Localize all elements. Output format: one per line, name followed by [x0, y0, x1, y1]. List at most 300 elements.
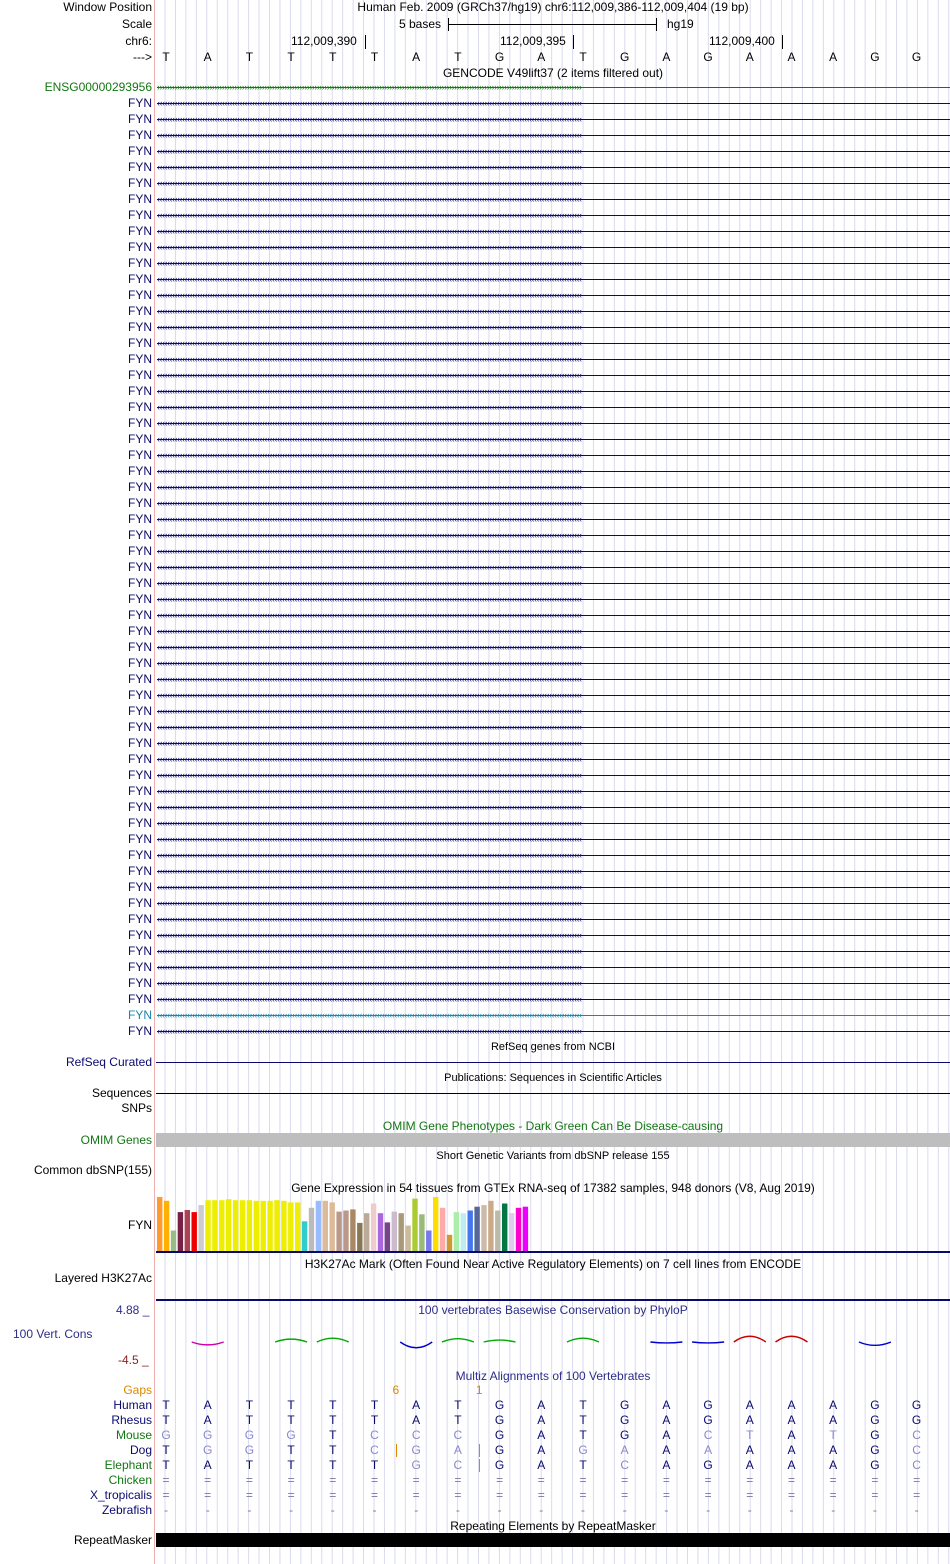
gene-label[interactable]: FYN [128, 256, 152, 270]
strand-arrows: ‹‹‹‹‹‹‹‹‹‹‹‹‹‹‹‹‹‹‹‹‹‹‹‹‹‹‹‹‹‹‹‹‹‹‹‹‹‹‹‹‹‹‹‹‹‹‹‹‹‹‹‹‹‹‹‹‹‹‹‹‹‹‹‹‹‹‹‹‹‹‹‹‹‹‹‹‹‹‹‹‹‹‹‹‹‹‹‹‹‹‹‹‹‹‹‹‹‹‹‹‹‹‹‹‹‹‹‹‹‹‹‹‹‹‹‹‹‹‹‹‹‹‹‹‹‹‹‹‹‹‹‹‹‹‹‹‹‹‹‹‹‹‹‹‹‹‹‹‹‹‹‹‹‹‹‹‹‹‹‹‹‹‹‹‹‹‹‹‹‹ [157, 210, 582, 220]
aligned-base: = [913, 1473, 921, 1487]
aligned-base: = [287, 1488, 295, 1502]
assembly-position-text: Human Feb. 2009 (GRCh37/hg19) chr6:112,009,386-112,009,404 (19 bp) [357, 0, 749, 14]
aligned-base: = [287, 1473, 295, 1487]
gene-label[interactable]: FYN [128, 192, 152, 206]
strand-arrows: ‹‹‹‹‹‹‹‹‹‹‹‹‹‹‹‹‹‹‹‹‹‹‹‹‹‹‹‹‹‹‹‹‹‹‹‹‹‹‹‹‹‹‹‹‹‹‹‹‹‹‹‹‹‹‹‹‹‹‹‹‹‹‹‹‹‹‹‹‹‹‹‹‹‹‹‹‹‹‹‹‹‹‹‹‹‹‹‹‹‹‹‹‹‹‹‹‹‹‹‹‹‹‹‹‹‹‹‹‹‹‹‹‹‹‹‹‹‹‹‹‹‹‹‹‹‹‹‹‹‹‹‹‹‹‹‹‹‹‹‹‹‹‹‹‹‹‹‹‹‹‹‹‹‹‹‹‹‹‹‹‹‹‹‹‹‹‹‹‹‹ [157, 498, 582, 508]
gene-label[interactable]: FYN [128, 640, 152, 654]
strand-arrows: ‹‹‹‹‹‹‹‹‹‹‹‹‹‹‹‹‹‹‹‹‹‹‹‹‹‹‹‹‹‹‹‹‹‹‹‹‹‹‹‹‹‹‹‹‹‹‹‹‹‹‹‹‹‹‹‹‹‹‹‹‹‹‹‹‹‹‹‹‹‹‹‹‹‹‹‹‹‹‹‹‹‹‹‹‹‹‹‹‹‹‹‹‹‹‹‹‹‹‹‹‹‹‹‹‹‹‹‹‹‹‹‹‹‹‹‹‹‹‹‹‹‹‹‹‹‹‹‹‹‹‹‹‹‹‹‹‹‹‹‹‹‹‹‹‹‹‹‹‹‹‹‹‹‹‹‹‹‹‹‹‹‹‹‹‹‹‹‹‹‹ [157, 866, 582, 876]
label-panel-divider [154, 0, 155, 1564]
sequence-base: T [370, 50, 379, 64]
phylop-score-mark[interactable] [400, 1342, 432, 1348]
aligned-base: T [370, 1413, 379, 1427]
strand-arrows: ‹‹‹‹‹‹‹‹‹‹‹‹‹‹‹‹‹‹‹‹‹‹‹‹‹‹‹‹‹‹‹‹‹‹‹‹‹‹‹‹‹‹‹‹‹‹‹‹‹‹‹‹‹‹‹‹‹‹‹‹‹‹‹‹‹‹‹‹‹‹‹‹‹‹‹‹‹‹‹‹‹‹‹‹‹‹‹‹‹‹‹‹‹‹‹‹‹‹‹‹‹‹‹‹‹‹‹‹‹‹‹‹‹‹‹‹‹‹‹‹‹‹‹‹‹‹‹‹‹‹‹‹‹‹‹‹‹‹‹‹‹‹‹‹‹‹‹‹‹‹‹‹‹‹‹‹‹‹‹‹‹‹‹‹‹‹‹‹‹‹ [157, 434, 582, 444]
species-label[interactable]: Chicken [108, 1473, 152, 1487]
strand-arrows: ‹‹‹‹‹‹‹‹‹‹‹‹‹‹‹‹‹‹‹‹‹‹‹‹‹‹‹‹‹‹‹‹‹‹‹‹‹‹‹‹‹‹‹‹‹‹‹‹‹‹‹‹‹‹‹‹‹‹‹‹‹‹‹‹‹‹‹‹‹‹‹‹‹‹‹‹‹‹‹‹‹‹‹‹‹‹‹‹‹‹‹‹‹‹‹‹‹‹‹‹‹‹‹‹‹‹‹‹‹‹‹‹‹‹‹‹‹‹‹‹‹‹‹‹‹‹‹‹‹‹‹‹‹‹‹‹‹‹‹‹‹‹‹‹‹‹‹‹‹‹‹‹‹‹‹‹‹‹‹‹‹‹‹‹‹‹‹‹‹‹ [157, 882, 582, 892]
sequence-base: A [537, 50, 546, 64]
h3k27ac-track-title: H3K27Ac Mark (Often Found Near Active Regulatory Elements) on 7 cell lines from ENCODE [304, 1257, 802, 1271]
aligned-base: T [746, 1428, 754, 1442]
strand-arrows: ‹‹‹‹‹‹‹‹‹‹‹‹‹‹‹‹‹‹‹‹‹‹‹‹‹‹‹‹‹‹‹‹‹‹‹‹‹‹‹‹‹‹‹‹‹‹‹‹‹‹‹‹‹‹‹‹‹‹‹‹‹‹‹‹‹‹‹‹‹‹‹‹‹‹‹‹‹‹‹‹‹‹‹‹‹‹‹‹‹‹‹‹‹‹‹‹‹‹‹‹‹‹‹‹‹‹‹‹‹‹‹‹‹‹‹‹‹‹‹‹‹‹‹‹‹‹‹‹‹‹‹‹‹‹‹‹‹‹‹‹‹‹‹‹‹‹‹‹‹‹‹‹‹‹‹‹‹‹‹‹‹‹‹‹‹‹‹‹‹‹ [157, 770, 582, 780]
aligned-base: A [745, 1443, 754, 1457]
aligned-base: - [497, 1503, 502, 1517]
aligned-base: = [871, 1488, 879, 1502]
aligned-base: A [203, 1458, 212, 1472]
aligned-base: - [831, 1503, 836, 1517]
aligned-base: A [662, 1398, 671, 1412]
strand-arrows: ‹‹‹‹‹‹‹‹‹‹‹‹‹‹‹‹‹‹‹‹‹‹‹‹‹‹‹‹‹‹‹‹‹‹‹‹‹‹‹‹‹‹‹‹‹‹‹‹‹‹‹‹‹‹‹‹‹‹‹‹‹‹‹‹‹‹‹‹‹‹‹‹‹‹‹‹‹‹‹‹‹‹‹‹‹‹‹‹‹‹‹‹‹‹‹‹‹‹‹‹‹‹‹‹‹‹‹‹‹‹‹‹‹‹‹‹‹‹‹‹‹‹‹‹‹‹‹‹‹‹‹‹‹‹‹‹‹‹‹‹‹‹‹‹‹‹‹‹‹‹‹‹‹‹‹‹‹‹‹‹‹‹‹‹‹‹‹‹‹‹ [157, 114, 582, 124]
sequence-base: T [454, 50, 462, 64]
gene-label[interactable]: FYN [128, 592, 152, 606]
aligned-base: = [704, 1473, 712, 1487]
gene-label[interactable]: FYN [128, 544, 152, 558]
gene-label[interactable]: FYN [128, 688, 152, 702]
strand-arrows: ‹‹‹‹‹‹‹‹‹‹‹‹‹‹‹‹‹‹‹‹‹‹‹‹‹‹‹‹‹‹‹‹‹‹‹‹‹‹‹‹‹‹‹‹‹‹‹‹‹‹‹‹‹‹‹‹‹‹‹‹‹‹‹‹‹‹‹‹‹‹‹‹‹‹‹‹‹‹‹‹‹‹‹‹‹‹‹‹‹‹‹‹‹‹‹‹‹‹‹‹‹‹‹‹‹‹‹‹‹‹‹‹‹‹‹‹‹‹‹‹‹‹‹‹‹‹‹‹‹‹‹‹‹‹‹‹‹‹‹‹‹‹‹‹‹‹‹‹‹‹‹‹‹‹‹‹‹‹‹‹‹‹‹‹‹‹‹‹‹‹ [157, 130, 582, 140]
aligned-base: T [162, 1398, 170, 1412]
species-label[interactable]: Dog [129, 1443, 152, 1457]
strand-arrows: ‹‹‹‹‹‹‹‹‹‹‹‹‹‹‹‹‹‹‹‹‹‹‹‹‹‹‹‹‹‹‹‹‹‹‹‹‹‹‹‹‹‹‹‹‹‹‹‹‹‹‹‹‹‹‹‹‹‹‹‹‹‹‹‹‹‹‹‹‹‹‹‹‹‹‹‹‹‹‹‹‹‹‹‹‹‹‹‹‹‹‹‹‹‹‹‹‹‹‹‹‹‹‹‹‹‹‹‹‹‹‹‹‹‹‹‹‹‹‹‹‹‹‹‹‹‹‹‹‹‹‹‹‹‹‹‹‹‹‹‹‹‹‹‹‹‹‹‹‹‹‹‹‹‹‹‹‹‹‹‹‹‹‹‹‹‹‹‹‹‹ [157, 466, 582, 476]
aligned-base: G [703, 1458, 713, 1472]
strand-arrows: ‹‹‹‹‹‹‹‹‹‹‹‹‹‹‹‹‹‹‹‹‹‹‹‹‹‹‹‹‹‹‹‹‹‹‹‹‹‹‹‹‹‹‹‹‹‹‹‹‹‹‹‹‹‹‹‹‹‹‹‹‹‹‹‹‹‹‹‹‹‹‹‹‹‹‹‹‹‹‹‹‹‹‹‹‹‹‹‹‹‹‹‹‹‹‹‹‹‹‹‹‹‹‹‹‹‹‹‹‹‹‹‹‹‹‹‹‹‹‹‹‹‹‹‹‹‹‹‹‹‹‹‹‹‹‹‹‹‹‹‹‹‹‹‹‹‹‹‹‹‹‹‹‹‹‹‹‹‹‹‹‹‹‹‹‹‹‹‹‹‹ [157, 738, 582, 748]
gene-label[interactable]: FYN [128, 976, 152, 990]
strand-arrows: ‹‹‹‹‹‹‹‹‹‹‹‹‹‹‹‹‹‹‹‹‹‹‹‹‹‹‹‹‹‹‹‹‹‹‹‹‹‹‹‹‹‹‹‹‹‹‹‹‹‹‹‹‹‹‹‹‹‹‹‹‹‹‹‹‹‹‹‹‹‹‹‹‹‹‹‹‹‹‹‹‹‹‹‹‹‹‹‹‹‹‹‹‹‹‹‹‹‹‹‹‹‹‹‹‹‹‹‹‹‹‹‹‹‹‹‹‹‹‹‹‹‹‹‹‹‹‹‹‹‹‹‹‹‹‹‹‹‹‹‹‹‹‹‹‹‹‹‹‹‹‹‹‹‹‹‹‹‹‹‹‹‹‹‹‹‹‹‹‹‹ [157, 594, 582, 604]
strand-arrows: ‹‹‹‹‹‹‹‹‹‹‹‹‹‹‹‹‹‹‹‹‹‹‹‹‹‹‹‹‹‹‹‹‹‹‹‹‹‹‹‹‹‹‹‹‹‹‹‹‹‹‹‹‹‹‹‹‹‹‹‹‹‹‹‹‹‹‹‹‹‹‹‹‹‹‹‹‹‹‹‹‹‹‹‹‹‹‹‹‹‹‹‹‹‹‹‹‹‹‹‹‹‹‹‹‹‹‹‹‹‹‹‹‹‹‹‹‹‹‹‹‹‹‹‹‹‹‹‹‹‹‹‹‹‹‹‹‹‹‹‹‹‹‹‹‹‹‹‹‹‹‹‹‹‹‹‹‹‹‹‹‹‹‹‹‹‹‹‹‹‹ [157, 850, 582, 860]
chrom-label[interactable]: chr6: [125, 34, 152, 48]
gap-count[interactable]: 1 [475, 1383, 483, 1397]
gene-label[interactable]: FYN [128, 448, 152, 462]
window-position-label[interactable]: Window Position [63, 0, 152, 14]
strand-arrows: ‹‹‹‹‹‹‹‹‹‹‹‹‹‹‹‹‹‹‹‹‹‹‹‹‹‹‹‹‹‹‹‹‹‹‹‹‹‹‹‹‹‹‹‹‹‹‹‹‹‹‹‹‹‹‹‹‹‹‹‹‹‹‹‹‹‹‹‹‹‹‹‹‹‹‹‹‹‹‹‹‹‹‹‹‹‹‹‹‹‹‹‹‹‹‹‹‹‹‹‹‹‹‹‹‹‹‹‹‹‹‹‹‹‹‹‹‹‹‹‹‹‹‹‹‹‹‹‹‹‹‹‹‹‹‹‹‹‹‹‹‹‹‹‹‹‹‹‹‹‹‹‹‹‹‹‹‹‹‹‹‹‹‹‹‹‹‹‹‹‹ [157, 802, 582, 812]
phylop-score-mark[interactable] [567, 1338, 599, 1342]
strand-arrows: ‹‹‹‹‹‹‹‹‹‹‹‹‹‹‹‹‹‹‹‹‹‹‹‹‹‹‹‹‹‹‹‹‹‹‹‹‹‹‹‹‹‹‹‹‹‹‹‹‹‹‹‹‹‹‹‹‹‹‹‹‹‹‹‹‹‹‹‹‹‹‹‹‹‹‹‹‹‹‹‹‹‹‹‹‹‹‹‹‹‹‹‹‹‹‹‹‹‹‹‹‹‹‹‹‹‹‹‹‹‹‹‹‹‹‹‹‹‹‹‹‹‹‹‹‹‹‹‹‹‹‹‹‹‹‹‹‹‹‹‹‹‹‹‹‹‹‹‹‹‹‹‹‹‹‹‹‹‹‹‹‹‹‹‹‹‹‹‹‹‹ [157, 562, 582, 572]
strand-arrows: ‹‹‹‹‹‹‹‹‹‹‹‹‹‹‹‹‹‹‹‹‹‹‹‹‹‹‹‹‹‹‹‹‹‹‹‹‹‹‹‹‹‹‹‹‹‹‹‹‹‹‹‹‹‹‹‹‹‹‹‹‹‹‹‹‹‹‹‹‹‹‹‹‹‹‹‹‹‹‹‹‹‹‹‹‹‹‹‹‹‹‹‹‹‹‹‹‹‹‹‹‹‹‹‹‹‹‹‹‹‹‹‹‹‹‹‹‹‹‹‹‹‹‹‹‹‹‹‹‹‹‹‹‹‹‹‹‹‹‹‹‹‹‹‹‹‹‹‹‹‹‹‹‹‹‹‹‹‹‹‹‹‹‹‹‹‹‹‹‹‹ [157, 338, 582, 348]
refseq-track-title: RefSeq genes from NCBI [490, 1041, 616, 1053]
aligned-base: A [662, 1428, 671, 1442]
phylop-score-mark[interactable] [442, 1339, 474, 1342]
aligned-base: = [537, 1473, 545, 1487]
aligned-base: - [581, 1503, 585, 1517]
gene-label[interactable]: FYN [128, 144, 152, 158]
gene-label[interactable]: FYN [128, 560, 152, 574]
gene-label[interactable]: FYN [128, 480, 152, 494]
aligned-base: = [621, 1488, 629, 1502]
strand-arrows: ‹‹‹‹‹‹‹‹‹‹‹‹‹‹‹‹‹‹‹‹‹‹‹‹‹‹‹‹‹‹‹‹‹‹‹‹‹‹‹‹‹‹‹‹‹‹‹‹‹‹‹‹‹‹‹‹‹‹‹‹‹‹‹‹‹‹‹‹‹‹‹‹‹‹‹‹‹‹‹‹‹‹‹‹‹‹‹‹‹‹‹‹‹‹‹‹‹‹‹‹‹‹‹‹‹‹‹‹‹‹‹‹‹‹‹‹‹‹‹‹‹‹‹‹‹‹‹‹‹‹‹‹‹‹‹‹‹‹‹‹‹‹‹‹‹‹‹‹‹‹‹‹‹‹‹‹‹‹‹‹‹‹‹‹‹‹‹‹‹‹ [157, 370, 582, 380]
strand-arrows: ‹‹‹‹‹‹‹‹‹‹‹‹‹‹‹‹‹‹‹‹‹‹‹‹‹‹‹‹‹‹‹‹‹‹‹‹‹‹‹‹‹‹‹‹‹‹‹‹‹‹‹‹‹‹‹‹‹‹‹‹‹‹‹‹‹‹‹‹‹‹‹‹‹‹‹‹‹‹‹‹‹‹‹‹‹‹‹‹‹‹‹‹‹‹‹‹‹‹‹‹‹‹‹‹‹‹‹‹‹‹‹‹‹‹‹‹‹‹‹‹‹‹‹‹‹‹‹‹‹‹‹‹‹‹‹‹‹‹‹‹‹‹‹‹‹‹‹‹‹‹‹‹‹‹‹‹‹‹‹‹‹‹‹‹‹‹‹‹‹‹ [157, 994, 582, 1004]
sequence-base: G [911, 50, 922, 64]
strand-arrows: ‹‹‹‹‹‹‹‹‹‹‹‹‹‹‹‹‹‹‹‹‹‹‹‹‹‹‹‹‹‹‹‹‹‹‹‹‹‹‹‹‹‹‹‹‹‹‹‹‹‹‹‹‹‹‹‹‹‹‹‹‹‹‹‹‹‹‹‹‹‹‹‹‹‹‹‹‹‹‹‹‹‹‹‹‹‹‹‹‹‹‹‹‹‹‹‹‹‹‹‹‹‹‹‹‹‹‹‹‹‹‹‹‹‹‹‹‹‹‹‹‹‹‹‹‹‹‹‹‹‹‹‹‹‹‹‹‹‹‹‹‹‹‹‹‹‹‹‹‹‹‹‹‹‹‹‹‹‹‹‹‹‹‹‹‹‹‹‹‹‹ [157, 578, 582, 588]
aligned-base: = [329, 1488, 337, 1502]
aligned-base: T [287, 1413, 295, 1427]
coord-tick-label: 112,009,395 [500, 34, 566, 48]
aligned-base: T [579, 1458, 587, 1472]
aligned-base: A [453, 1443, 462, 1457]
phylop-score-mark[interactable] [650, 1342, 682, 1343]
coord-tick-label: 112,009,400 [709, 34, 775, 48]
gene-label[interactable]: FYN [128, 400, 152, 414]
aligned-base: T [245, 1413, 254, 1427]
aligned-base: T [162, 1458, 170, 1472]
aligned-base: = [370, 1488, 378, 1502]
gene-label[interactable]: FYN [128, 352, 152, 366]
strand-arrows: ‹‹‹‹‹‹‹‹‹‹‹‹‹‹‹‹‹‹‹‹‹‹‹‹‹‹‹‹‹‹‹‹‹‹‹‹‹‹‹‹‹‹‹‹‹‹‹‹‹‹‹‹‹‹‹‹‹‹‹‹‹‹‹‹‹‹‹‹‹‹‹‹‹‹‹‹‹‹‹‹‹‹‹‹‹‹‹‹‹‹‹‹‹‹‹‹‹‹‹‹‹‹‹‹‹‹‹‹‹‹‹‹‹‹‹‹‹‹‹‹‹‹‹‹‹‹‹‹‹‹‹‹‹‹‹‹‹‹‹‹‹‹‹‹‹‹‹‹‹‹‹‹‹‹‹‹‹‹‹‹‹‹‹‹‹‹‹‹‹‹ [157, 818, 582, 828]
gene-label[interactable]: FYN [128, 96, 152, 110]
gene-label[interactable]: FYN [128, 656, 152, 670]
gene-label[interactable]: FYN [128, 224, 152, 238]
aligned-base: A [745, 1458, 754, 1472]
snps-label[interactable]: SNPs [121, 1101, 152, 1115]
gene-label[interactable]: ENSG00000293956 [44, 80, 152, 94]
aligned-base: G [203, 1428, 213, 1442]
aligned-base: - [205, 1503, 210, 1517]
aligned-base: G [244, 1443, 255, 1457]
gene-label[interactable]: FYN [128, 800, 152, 814]
refseq-label[interactable]: RefSeq Curated [65, 1055, 152, 1069]
aligned-base: A [829, 1398, 838, 1412]
gene-label[interactable]: FYN [128, 864, 152, 878]
aligned-base: T [162, 1413, 170, 1427]
aligned-base: = [913, 1488, 921, 1502]
aligned-base: = [621, 1473, 629, 1487]
aligned-base: G [286, 1428, 296, 1442]
sequence-base: T [245, 50, 254, 64]
gene-label[interactable]: FYN [128, 1008, 152, 1022]
strand-arrows: ‹‹‹‹‹‹‹‹‹‹‹‹‹‹‹‹‹‹‹‹‹‹‹‹‹‹‹‹‹‹‹‹‹‹‹‹‹‹‹‹‹‹‹‹‹‹‹‹‹‹‹‹‹‹‹‹‹‹‹‹‹‹‹‹‹‹‹‹‹‹‹‹‹‹‹‹‹‹‹‹‹‹‹‹‹‹‹‹‹‹‹‹‹‹‹‹‹‹‹‹‹‹‹‹‹‹‹‹‹‹‹‹‹‹‹‹‹‹‹‹‹‹‹‹‹‹‹‹‹‹‹‹‹‹‹‹‹‹‹‹‹‹‹‹‹‹‹‹‹‹‹‹‹‹‹‹‹‹‹‹‹‹‹‹‹‹‹‹‹‹ [157, 674, 582, 684]
aligned-base: T [329, 1428, 337, 1442]
aligned-base: T [287, 1443, 295, 1457]
strand-arrows: ‹‹‹‹‹‹‹‹‹‹‹‹‹‹‹‹‹‹‹‹‹‹‹‹‹‹‹‹‹‹‹‹‹‹‹‹‹‹‹‹‹‹‹‹‹‹‹‹‹‹‹‹‹‹‹‹‹‹‹‹‹‹‹‹‹‹‹‹‹‹‹‹‹‹‹‹‹‹‹‹‹‹‹‹‹‹‹‹‹‹‹‹‹‹‹‹‹‹‹‹‹‹‹‹‹‹‹‹‹‹‹‹‹‹‹‹‹‹‹‹‹‹‹‹‹‹‹‹‹‹‹‹‹‹‹‹‹‹‹‹‹‹‹‹‹‹‹‹‹‹‹‹‹‹‹‹‹‹‹‹‹‹‹‹‹‹‹‹‹‹ [157, 178, 582, 188]
sequence-base: A [203, 50, 212, 64]
aligned-base: A [787, 1428, 796, 1442]
aligned-base: T [245, 1398, 254, 1412]
gene-label[interactable]: FYN [128, 672, 152, 686]
gene-label[interactable]: FYN [128, 576, 152, 590]
species-label[interactable]: Mouse [115, 1428, 152, 1442]
strand-arrows: ‹‹‹‹‹‹‹‹‹‹‹‹‹‹‹‹‹‹‹‹‹‹‹‹‹‹‹‹‹‹‹‹‹‹‹‹‹‹‹‹‹‹‹‹‹‹‹‹‹‹‹‹‹‹‹‹‹‹‹‹‹‹‹‹‹‹‹‹‹‹‹‹‹‹‹‹‹‹‹‹‹‹‹‹‹‹‹‹‹‹‹‹‹‹‹‹‹‹‹‹‹‹‹‹‹‹‹‹‹‹‹‹‹‹‹‹‹‹‹‹‹‹‹‹‹‹‹‹‹‹‹‹‹‹‹‹‹‹‹‹‹‹‹‹‹‹‹‹‹‹‹‹‹‹‹‹‹‹‹‹‹‹‹‹‹‹‹‹‹‹ [157, 146, 582, 156]
gene-label[interactable]: FYN [128, 944, 152, 958]
aligned-base: A [662, 1443, 671, 1457]
aligned-base: - [789, 1503, 794, 1517]
repeatmasker-label[interactable]: RepeatMasker [73, 1533, 152, 1547]
strand-arrows: ‹‹‹‹‹‹‹‹‹‹‹‹‹‹‹‹‹‹‹‹‹‹‹‹‹‹‹‹‹‹‹‹‹‹‹‹‹‹‹‹‹‹‹‹‹‹‹‹‹‹‹‹‹‹‹‹‹‹‹‹‹‹‹‹‹‹‹‹‹‹‹‹‹‹‹‹‹‹‹‹‹‹‹‹‹‹‹‹‹‹‹‹‹‹‹‹‹‹‹‹‹‹‹‹‹‹‹‹‹‹‹‹‹‹‹‹‹‹‹‹‹‹‹‹‹‹‹‹‹‹‹‹‹‹‹‹‹‹‹‹‹‹‹‹‹‹‹‹‹‹‹‹‹‹‹‹‹‹‹‹‹‹‹‹‹‹‹‹‹‹ [157, 626, 582, 636]
dbsnp-track-title: Short Genetic Variants from dbSNP release 155 [436, 1150, 670, 1162]
aligned-base: - [664, 1503, 669, 1517]
aligned-base: A [620, 1443, 629, 1457]
scale-text: 5 bases [399, 17, 442, 31]
phylop-score-mark[interactable] [859, 1342, 891, 1345]
gene-label[interactable]: FYN [128, 832, 152, 846]
aligned-base: = [454, 1488, 462, 1502]
aligned-base: A [787, 1413, 796, 1427]
phylop-score-mark[interactable] [317, 1338, 349, 1342]
gene-label[interactable]: FYN [128, 336, 152, 350]
coord-tick-label: 112,009,390 [291, 34, 357, 48]
gene-label[interactable]: FYN [128, 112, 152, 126]
aligned-base: - [289, 1503, 294, 1517]
aligned-base: = [454, 1473, 462, 1487]
scale-label[interactable]: Scale [121, 17, 152, 31]
aligned-base: A [787, 1443, 796, 1457]
strand-arrows: ‹‹‹‹‹‹‹‹‹‹‹‹‹‹‹‹‹‹‹‹‹‹‹‹‹‹‹‹‹‹‹‹‹‹‹‹‹‹‹‹‹‹‹‹‹‹‹‹‹‹‹‹‹‹‹‹‹‹‹‹‹‹‹‹‹‹‹‹‹‹‹‹‹‹‹‹‹‹‹‹‹‹‹‹‹‹‹‹‹‹‹‹‹‹‹‹‹‹‹‹‹‹‹‹‹‹‹‹‹‹‹‹‹‹‹‹‹‹‹‹‹‹‹‹‹‹‹‹‹‹‹‹‹‹‹‹‹‹‹‹‹‹‹‹‹‹‹‹‹‹‹‹‹‹‹‹‹‹‹‹‹‹‹‹‹‹‹‹‹‹ [157, 226, 582, 236]
sequence-base: A [787, 50, 796, 64]
strand-arrows: ‹‹‹‹‹‹‹‹‹‹‹‹‹‹‹‹‹‹‹‹‹‹‹‹‹‹‹‹‹‹‹‹‹‹‹‹‹‹‹‹‹‹‹‹‹‹‹‹‹‹‹‹‹‹‹‹‹‹‹‹‹‹‹‹‹‹‹‹‹‹‹‹‹‹‹‹‹‹‹‹‹‹‹‹‹‹‹‹‹‹‹‹‹‹‹‹‹‹‹‹‹‹‹‹‹‹‹‹‹‹‹‹‹‹‹‹‹‹‹‹‹‹‹‹‹‹‹‹‹‹‹‹‹‹‹‹‹‹‹‹‹‹‹‹‹‹‹‹‹‹‹‹‹‹‹‹‹‹‹‹‹‹‹‹‹‹‹‹‹‹ [157, 1026, 582, 1036]
repeatmasker-bar[interactable] [156, 1533, 950, 1547]
aligned-base: = [496, 1488, 504, 1502]
gene-label[interactable]: FYN [128, 304, 152, 318]
aligned-base: G [870, 1458, 880, 1472]
aligned-base: A [829, 1413, 838, 1427]
sequence-base: G [494, 50, 505, 64]
species-label[interactable]: Elephant [104, 1458, 152, 1472]
gene-label[interactable]: FYN [128, 752, 152, 766]
strand-arrows: ‹‹‹‹‹‹‹‹‹‹‹‹‹‹‹‹‹‹‹‹‹‹‹‹‹‹‹‹‹‹‹‹‹‹‹‹‹‹‹‹‹‹‹‹‹‹‹‹‹‹‹‹‹‹‹‹‹‹‹‹‹‹‹‹‹‹‹‹‹‹‹‹‹‹‹‹‹‹‹‹‹‹‹‹‹‹‹‹‹‹‹‹‹‹‹‹‹‹‹‹‹‹‹‹‹‹‹‹‹‹‹‹‹‹‹‹‹‹‹‹‹‹‹‹‹‹‹‹‹‹‹‹‹‹‹‹‹‹‹‹‹‹‹‹‹‹‹‹‹‹‹‹‹‹‹‹‹‹‹‹‹‹‹‹‹‹‹‹‹‹ [157, 930, 582, 940]
gene-label[interactable]: FYN [128, 784, 152, 798]
gap-count[interactable]: 6 [392, 1383, 400, 1397]
aligned-base: A [829, 1443, 838, 1457]
h3k27ac-label[interactable]: Layered H3K27Ac [54, 1271, 152, 1285]
aligned-base: T [454, 1413, 462, 1427]
aligned-base: G [911, 1398, 922, 1412]
aligned-base: - [747, 1503, 752, 1517]
strand-arrows: ‹‹‹‹‹‹‹‹‹‹‹‹‹‹‹‹‹‹‹‹‹‹‹‹‹‹‹‹‹‹‹‹‹‹‹‹‹‹‹‹‹‹‹‹‹‹‹‹‹‹‹‹‹‹‹‹‹‹‹‹‹‹‹‹‹‹‹‹‹‹‹‹‹‹‹‹‹‹‹‹‹‹‹‹‹‹‹‹‹‹‹‹‹‹‹‹‹‹‹‹‹‹‹‹‹‹‹‹‹‹‹‹‹‹‹‹‹‹‹‹‹‹‹‹‹‹‹‹‹‹‹‹‹‹‹‹‹‹‹‹‹‹‹‹‹‹‹‹‹‹‹‹‹‹‹‹‹‹‹‹‹‹‹‹‹‹‹‹‹‹ [157, 450, 582, 460]
aligned-base: - [414, 1503, 419, 1517]
aligned-base: G [494, 1398, 505, 1412]
aligned-base: G [870, 1398, 880, 1412]
strand-arrows: ‹‹‹‹‹‹‹‹‹‹‹‹‹‹‹‹‹‹‹‹‹‹‹‹‹‹‹‹‹‹‹‹‹‹‹‹‹‹‹‹‹‹‹‹‹‹‹‹‹‹‹‹‹‹‹‹‹‹‹‹‹‹‹‹‹‹‹‹‹‹‹‹‹‹‹‹‹‹‹‹‹‹‹‹‹‹‹‹‹‹‹‹‹‹‹‹‹‹‹‹‹‹‹‹‹‹‹‹‹‹‹‹‹‹‹‹‹‹‹‹‹‹‹‹‹‹‹‹‹‹‹‹‹‹‹‹‹‹‹‹‹‹‹‹‹‹‹‹‹‹‹‹‹‹‹‹‹‹‹‹‹‹‹‹‹‹‹‹‹‹ [157, 642, 582, 652]
strand-arrows: ‹‹‹‹‹‹‹‹‹‹‹‹‹‹‹‹‹‹‹‹‹‹‹‹‹‹‹‹‹‹‹‹‹‹‹‹‹‹‹‹‹‹‹‹‹‹‹‹‹‹‹‹‹‹‹‹‹‹‹‹‹‹‹‹‹‹‹‹‹‹‹‹‹‹‹‹‹‹‹‹‹‹‹‹‹‹‹‹‹‹‹‹‹‹‹‹‹‹‹‹‹‹‹‹‹‹‹‹‹‹‹‹‹‹‹‹‹‹‹‹‹‹‹‹‹‹‹‹‹‹‹‹‹‹‹‹‹‹‹‹‹‹‹‹‹‹‹‹‹‹‹‹‹‹‹‹‹‹‹‹‹‹‹‹‹‹‹‹‹‹ [157, 530, 582, 540]
aligned-base: C [453, 1458, 463, 1472]
multiz-track-title: Multiz Alignments of 100 Vertebrates [455, 1369, 651, 1383]
aligned-base: G [620, 1413, 630, 1427]
species-label[interactable]: X_tropicalis [89, 1488, 152, 1502]
gene-label[interactable]: FYN [128, 128, 152, 142]
phylop-score-mark[interactable] [192, 1342, 224, 1345]
aligned-base: = [787, 1488, 795, 1502]
aligned-base: - [622, 1503, 627, 1517]
gene-label[interactable]: FYN [128, 816, 152, 830]
gene-label[interactable]: FYN [128, 160, 152, 174]
aligned-base: = [245, 1488, 253, 1502]
gene-label[interactable]: FYN [128, 736, 152, 750]
gene-label[interactable]: FYN [128, 704, 152, 718]
strand-arrows: ‹‹‹‹‹‹‹‹‹‹‹‹‹‹‹‹‹‹‹‹‹‹‹‹‹‹‹‹‹‹‹‹‹‹‹‹‹‹‹‹‹‹‹‹‹‹‹‹‹‹‹‹‹‹‹‹‹‹‹‹‹‹‹‹‹‹‹‹‹‹‹‹‹‹‹‹‹‹‹‹‹‹‹‹‹‹‹‹‹‹‹‹‹‹‹‹‹‹‹‹‹‹‹‹‹‹‹‹‹‹‹‹‹‹‹‹‹‹‹‹‹‹‹‹‹‹‹‹‹‹‹‹‹‹‹‹‹‹‹‹‹‹‹‹‹‹‹‹‹‹‹‹‹‹‹‹‹‹‹‹‹‹‹‹‹‹‹‹‹‹ [157, 514, 582, 524]
strand-arrows: ‹‹‹‹‹‹‹‹‹‹‹‹‹‹‹‹‹‹‹‹‹‹‹‹‹‹‹‹‹‹‹‹‹‹‹‹‹‹‹‹‹‹‹‹‹‹‹‹‹‹‹‹‹‹‹‹‹‹‹‹‹‹‹‹‹‹‹‹‹‹‹‹‹‹‹‹‹‹‹‹‹‹‹‹‹‹‹‹‹‹‹‹‹‹‹‹‹‹‹‹‹‹‹‹‹‹‹‹‹‹‹‹‹‹‹‹‹‹‹‹‹‹‹‹‹‹‹‹‹‹‹‹‹‹‹‹‹‹‹‹‹‹‹‹‹‹‹‹‹‹‹‹‹‹‹‹‹‹‹‹‹‹‹‹‹‹‹‹‹‹ [157, 1010, 582, 1020]
strand-arrows: ‹‹‹‹‹‹‹‹‹‹‹‹‹‹‹‹‹‹‹‹‹‹‹‹‹‹‹‹‹‹‹‹‹‹‹‹‹‹‹‹‹‹‹‹‹‹‹‹‹‹‹‹‹‹‹‹‹‹‹‹‹‹‹‹‹‹‹‹‹‹‹‹‹‹‹‹‹‹‹‹‹‹‹‹‹‹‹‹‹‹‹‹‹‹‹‹‹‹‹‹‹‹‹‹‹‹‹‹‹‹‹‹‹‹‹‹‹‹‹‹‹‹‹‹‹‹‹‹‹‹‹‹‹‹‹‹‹‹‹‹‹‹‹‹‹‹‹‹‹‹‹‹‹‹‹‹‹‹‹‹‹‹‹‹‹‹‹‹‹‹ [157, 194, 582, 204]
aligned-base: C [453, 1428, 463, 1442]
phylop-score-mark[interactable] [776, 1336, 808, 1342]
aligned-base: G [870, 1443, 880, 1457]
aligned-base: A [787, 1458, 796, 1472]
scale-db: hg19 [667, 17, 694, 31]
gene-label[interactable]: FYN [128, 528, 152, 542]
gene-label[interactable]: FYN [128, 624, 152, 638]
aligned-base: C [912, 1428, 921, 1442]
sequence-base: T [287, 50, 295, 64]
aligned-base: G [203, 1443, 213, 1457]
strand-arrows: ‹‹‹‹‹‹‹‹‹‹‹‹‹‹‹‹‹‹‹‹‹‹‹‹‹‹‹‹‹‹‹‹‹‹‹‹‹‹‹‹‹‹‹‹‹‹‹‹‹‹‹‹‹‹‹‹‹‹‹‹‹‹‹‹‹‹‹‹‹‹‹‹‹‹‹‹‹‹‹‹‹‹‹‹‹‹‹‹‹‹‹‹‹‹‹‹‹‹‹‹‹‹‹‹‹‹‹‹‹‹‹‹‹‹‹‹‹‹‹‹‹‹‹‹‹‹‹‹‹‹‹‹‹‹‹‹‹‹‹‹‹‹‹‹‹‹‹‹‹‹‹‹‹‹‹‹‹‹‹‹‹‹‹‹‹‹‹‹‹‹ [157, 162, 582, 172]
gene-label[interactable]: FYN [128, 960, 152, 974]
aligned-base: A [662, 1458, 671, 1472]
aligned-base: A [537, 1443, 546, 1457]
aligned-base: = [662, 1488, 670, 1502]
aligned-base: A [203, 1413, 212, 1427]
aligned-base: A [745, 1398, 754, 1412]
phylop-label[interactable]: 100 Vert. Cons [13, 1327, 93, 1341]
gene-label[interactable]: FYN [128, 320, 152, 334]
aligned-base: - [914, 1503, 919, 1517]
gene-label[interactable]: FYN [128, 1024, 152, 1038]
aligned-base: T [329, 1443, 337, 1457]
aligned-base: = [787, 1473, 795, 1487]
gene-label[interactable]: FYN [128, 992, 152, 1006]
publications-track-title: Publications: Sequences in Scientific Articles [444, 1072, 662, 1084]
strand-arrows: ‹‹‹‹‹‹‹‹‹‹‹‹‹‹‹‹‹‹‹‹‹‹‹‹‹‹‹‹‹‹‹‹‹‹‹‹‹‹‹‹‹‹‹‹‹‹‹‹‹‹‹‹‹‹‹‹‹‹‹‹‹‹‹‹‹‹‹‹‹‹‹‹‹‹‹‹‹‹‹‹‹‹‹‹‹‹‹‹‹‹‹‹‹‹‹‹‹‹‹‹‹‹‹‹‹‹‹‹‹‹‹‹‹‹‹‹‹‹‹‹‹‹‹‹‹‹‹‹‹‹‹‹‹‹‹‹‹‹‹‹‹‹‹‹‹‹‹‹‹‹‹‹‹‹‹‹‹‹‹‹‹‹‹‹‹‹‹‹‹‹ [157, 418, 582, 428]
aligned-base: - [372, 1503, 377, 1517]
gene-label[interactable]: FYN [128, 880, 152, 894]
gtex-label[interactable]: FYN [128, 1218, 152, 1232]
aligned-base: G [703, 1413, 713, 1427]
gene-label[interactable]: FYN [128, 608, 152, 622]
sequence-base: T [329, 50, 337, 64]
gene-label[interactable]: FYN [128, 272, 152, 286]
gene-label[interactable]: FYN [128, 208, 152, 222]
strand-arrows: ‹‹‹‹‹‹‹‹‹‹‹‹‹‹‹‹‹‹‹‹‹‹‹‹‹‹‹‹‹‹‹‹‹‹‹‹‹‹‹‹‹‹‹‹‹‹‹‹‹‹‹‹‹‹‹‹‹‹‹‹‹‹‹‹‹‹‹‹‹‹‹‹‹‹‹‹‹‹‹‹‹‹‹‹‹‹‹‹‹‹‹‹‹‹‹‹‹‹‹‹‹‹‹‹‹‹‹‹‹‹‹‹‹‹‹‹‹‹‹‹‹‹‹‹‹‹‹‹‹‹‹‹‹‹‹‹‹‹‹‹‹‹‹‹‹‹‹‹‹‹‹‹‹‹‹‹‹‹‹‹‹‹‹‹‹‹‹‹‹‹ [157, 978, 582, 988]
aligned-base: A [537, 1428, 546, 1442]
aligned-base: A [745, 1413, 754, 1427]
strand-arrows: ‹‹‹‹‹‹‹‹‹‹‹‹‹‹‹‹‹‹‹‹‹‹‹‹‹‹‹‹‹‹‹‹‹‹‹‹‹‹‹‹‹‹‹‹‹‹‹‹‹‹‹‹‹‹‹‹‹‹‹‹‹‹‹‹‹‹‹‹‹‹‹‹‹‹‹‹‹‹‹‹‹‹‹‹‹‹‹‹‹‹‹‹‹‹‹‹‹‹‹‹‹‹‹‹‹‹‹‹‹‹‹‹‹‹‹‹‹‹‹‹‹‹‹‹‹‹‹‹‹‹‹‹‹‹‹‹‹‹‹‹‹‹‹‹‹‹‹‹‹‹‹‹‹‹‹‹‹‹‹‹‹‹‹‹‹‹‹‹‹‹ [157, 274, 582, 284]
aligned-base: G [870, 1428, 880, 1442]
gene-label[interactable]: FYN [128, 240, 152, 254]
strand-arrows: ‹‹‹‹‹‹‹‹‹‹‹‹‹‹‹‹‹‹‹‹‹‹‹‹‹‹‹‹‹‹‹‹‹‹‹‹‹‹‹‹‹‹‹‹‹‹‹‹‹‹‹‹‹‹‹‹‹‹‹‹‹‹‹‹‹‹‹‹‹‹‹‹‹‹‹‹‹‹‹‹‹‹‹‹‹‹‹‹‹‹‹‹‹‹‹‹‹‹‹‹‹‹‹‹‹‹‹‹‹‹‹‹‹‹‹‹‹‹‹‹‹‹‹‹‹‹‹‹‹‹‹‹‹‹‹‹‹‹‹‹‹‹‹‹‹‹‹‹‹‹‹‹‹‹‹‹‹‹‹‹‹‹‹‹‹‹‹‹‹‹ [157, 754, 582, 764]
aligned-base: - [164, 1503, 168, 1517]
omim-track-title: OMIM Gene Phenotypes - Dark Green Can Be Disease-causing [382, 1119, 724, 1133]
aligned-base: T [829, 1428, 837, 1442]
aligned-base: C [912, 1443, 921, 1457]
aligned-base: G [911, 1413, 922, 1427]
aligned-base: C [370, 1428, 379, 1442]
aligned-base: T [579, 1428, 587, 1442]
aligned-base: T [329, 1398, 337, 1412]
strand-arrows: ‹‹‹‹‹‹‹‹‹‹‹‹‹‹‹‹‹‹‹‹‹‹‹‹‹‹‹‹‹‹‹‹‹‹‹‹‹‹‹‹‹‹‹‹‹‹‹‹‹‹‹‹‹‹‹‹‹‹‹‹‹‹‹‹‹‹‹‹‹‹‹‹‹‹‹‹‹‹‹‹‹‹‹‹‹‹‹‹‹‹‹‹‹‹‹‹‹‹‹‹‹‹‹‹‹‹‹‹‹‹‹‹‹‹‹‹‹‹‹‹‹‹‹‹‹‹‹‹‹‹‹‹‹‹‹‹‹‹‹‹‹‹‹‹‹‹‹‹‹‹‹‹‹‹‹‹‹‹‹‹‹‹‹‹‹‹‹‹‹‹ [157, 786, 582, 796]
phylop-min-label: -4.5 _ [118, 1353, 149, 1367]
strand-arrows: ‹‹‹‹‹‹‹‹‹‹‹‹‹‹‹‹‹‹‹‹‹‹‹‹‹‹‹‹‹‹‹‹‹‹‹‹‹‹‹‹‹‹‹‹‹‹‹‹‹‹‹‹‹‹‹‹‹‹‹‹‹‹‹‹‹‹‹‹‹‹‹‹‹‹‹‹‹‹‹‹‹‹‹‹‹‹‹‹‹‹‹‹‹‹‹‹‹‹‹‹‹‹‹‹‹‹‹‹‹‹‹‹‹‹‹‹‹‹‹‹‹‹‹‹‹‹‹‹‹‹‹‹‹‹‹‹‹‹‹‹‹‹‹‹‹‹‹‹‹‹‹‹‹‹‹‹‹‹‹‹‹‹‹‹‹‹‹‹‹‹ [157, 482, 582, 492]
aligned-base: = [204, 1488, 212, 1502]
aligned-base: A [412, 1413, 421, 1427]
strand-arrows: ‹‹‹‹‹‹‹‹‹‹‹‹‹‹‹‹‹‹‹‹‹‹‹‹‹‹‹‹‹‹‹‹‹‹‹‹‹‹‹‹‹‹‹‹‹‹‹‹‹‹‹‹‹‹‹‹‹‹‹‹‹‹‹‹‹‹‹‹‹‹‹‹‹‹‹‹‹‹‹‹‹‹‹‹‹‹‹‹‹‹‹‹‹‹‹‹‹‹‹‹‹‹‹‹‹‹‹‹‹‹‹‹‹‹‹‹‹‹‹‹‹‹‹‹‹‹‹‹‹‹‹‹‹‹‹‹‹‹‹‹‹‹‹‹‹‹‹‹‹‹‹‹‹‹‹‹‹‹‹‹‹‹‹‹‹‹‹‹‹‹ [157, 290, 582, 300]
aligned-base: = [412, 1473, 420, 1487]
aligned-base: G [620, 1398, 630, 1412]
gene-label[interactable]: FYN [128, 416, 152, 430]
species-label[interactable]: Zebrafish [101, 1503, 152, 1517]
aligned-base: - [539, 1503, 544, 1517]
aligned-base: A [662, 1413, 671, 1427]
strand-arrows: ‹‹‹‹‹‹‹‹‹‹‹‹‹‹‹‹‹‹‹‹‹‹‹‹‹‹‹‹‹‹‹‹‹‹‹‹‹‹‹‹‹‹‹‹‹‹‹‹‹‹‹‹‹‹‹‹‹‹‹‹‹‹‹‹‹‹‹‹‹‹‹‹‹‹‹‹‹‹‹‹‹‹‹‹‹‹‹‹‹‹‹‹‹‹‹‹‹‹‹‹‹‹‹‹‹‹‹‹‹‹‹‹‹‹‹‹‹‹‹‹‹‹‹‹‹‹‹‹‹‹‹‹‹‹‹‹‹‹‹‹‹‹‹‹‹‹‹‹‹‹‹‹‹‹‹‹‹‹‹‹‹‹‹‹‹‹‹‹‹‹ [157, 242, 582, 252]
gene-label[interactable]: FYN [128, 896, 152, 910]
gene-label[interactable]: FYN [128, 496, 152, 510]
gene-label[interactable]: FYN [128, 768, 152, 782]
strand-arrows: ‹‹‹‹‹‹‹‹‹‹‹‹‹‹‹‹‹‹‹‹‹‹‹‹‹‹‹‹‹‹‹‹‹‹‹‹‹‹‹‹‹‹‹‹‹‹‹‹‹‹‹‹‹‹‹‹‹‹‹‹‹‹‹‹‹‹‹‹‹‹‹‹‹‹‹‹‹‹‹‹‹‹‹‹‹‹‹‹‹‹‹‹‹‹‹‹‹‹‹‹‹‹‹‹‹‹‹‹‹‹‹‹‹‹‹‹‹‹‹‹‹‹‹‹‹‹‹‹‹‹‹‹‹‹‹‹‹‹‹‹‹‹‹‹‹‹‹‹‹‹‹‹‹‹‹‹‹‹‹‹‹‹‹‹‹‹‹‹‹‹ [157, 914, 582, 924]
species-label[interactable]: Rhesus [111, 1413, 152, 1427]
aligned-base: - [330, 1503, 335, 1517]
aligned-base: C [411, 1428, 421, 1442]
species-label[interactable]: Human [113, 1398, 152, 1412]
insertion-marker [479, 1444, 480, 1457]
aligned-base: G [494, 1428, 505, 1442]
aligned-base: A [412, 1398, 421, 1412]
strand-arrows: ‹‹‹‹‹‹‹‹‹‹‹‹‹‹‹‹‹‹‹‹‹‹‹‹‹‹‹‹‹‹‹‹‹‹‹‹‹‹‹‹‹‹‹‹‹‹‹‹‹‹‹‹‹‹‹‹‹‹‹‹‹‹‹‹‹‹‹‹‹‹‹‹‹‹‹‹‹‹‹‹‹‹‹‹‹‹‹‹‹‹‹‹‹‹‹‹‹‹‹‹‹‹‹‹‹‹‹‹‹‹‹‹‹‹‹‹‹‹‹‹‹‹‹‹‹‹‹‹‹‹‹‹‹‹‹‹‹‹‹‹‹‹‹‹‹‹‹‹‹‹‹‹‹‹‹‹‹‹‹‹‹‹‹‹‹‹‹‹‹‹ [157, 690, 582, 700]
gene-label[interactable]: FYN [128, 464, 152, 478]
strand-arrows: ‹‹‹‹‹‹‹‹‹‹‹‹‹‹‹‹‹‹‹‹‹‹‹‹‹‹‹‹‹‹‹‹‹‹‹‹‹‹‹‹‹‹‹‹‹‹‹‹‹‹‹‹‹‹‹‹‹‹‹‹‹‹‹‹‹‹‹‹‹‹‹‹‹‹‹‹‹‹‹‹‹‹‹‹‹‹‹‹‹‹‹‹‹‹‹‹‹‹‹‹‹‹‹‹‹‹‹‹‹‹‹‹‹‹‹‹‹‹‹‹‹‹‹‹‹‹‹‹‹‹‹‹‹‹‹‹‹‹‹‹‹‹‹‹‹‹‹‹‹‹‹‹‹‹‹‹‹‹‹‹‹‹‹‹‹‹‹‹‹‹ [157, 322, 582, 332]
gaps-label[interactable]: Gaps [123, 1383, 152, 1397]
aligned-base: T [329, 1458, 337, 1472]
strand-arrows: ‹‹‹‹‹‹‹‹‹‹‹‹‹‹‹‹‹‹‹‹‹‹‹‹‹‹‹‹‹‹‹‹‹‹‹‹‹‹‹‹‹‹‹‹‹‹‹‹‹‹‹‹‹‹‹‹‹‹‹‹‹‹‹‹‹‹‹‹‹‹‹‹‹‹‹‹‹‹‹‹‹‹‹‹‹‹‹‹‹‹‹‹‹‹‹‹‹‹‹‹‹‹‹‹‹‹‹‹‹‹‹‹‹‹‹‹‹‹‹‹‹‹‹‹‹‹‹‹‹‹‹‹‹‹‹‹‹‹‹‹‹‹‹‹‹‹‹‹‹‹‹‹‹‹‹‹‹‹‹‹‹‹‹‹‹‹‹‹‹‹ [157, 658, 582, 668]
gene-label[interactable]: FYN [128, 848, 152, 862]
phylop-score-mark[interactable] [734, 1336, 766, 1342]
aligned-base: = [370, 1473, 378, 1487]
gene-label[interactable]: FYN [128, 432, 152, 446]
aligned-base: T [579, 1398, 587, 1412]
strand-arrows: ‹‹‹‹‹‹‹‹‹‹‹‹‹‹‹‹‹‹‹‹‹‹‹‹‹‹‹‹‹‹‹‹‹‹‹‹‹‹‹‹‹‹‹‹‹‹‹‹‹‹‹‹‹‹‹‹‹‹‹‹‹‹‹‹‹‹‹‹‹‹‹‹‹‹‹‹‹‹‹‹‹‹‹‹‹‹‹‹‹‹‹‹‹‹‹‹‹‹‹‹‹‹‹‹‹‹‹‹‹‹‹‹‹‹‹‹‹‹‹‹‹‹‹‹‹‹‹‹‹‹‹‹‹‹‹‹‹‹‹‹‹‹‹‹‹‹‹‹‹‹‹‹‹‹‹‹‹‹‹‹‹‹‹‹‹‹‹‹‹‹ [157, 546, 582, 556]
aligned-base: T [287, 1398, 295, 1412]
strand-arrows: ‹‹‹‹‹‹‹‹‹‹‹‹‹‹‹‹‹‹‹‹‹‹‹‹‹‹‹‹‹‹‹‹‹‹‹‹‹‹‹‹‹‹‹‹‹‹‹‹‹‹‹‹‹‹‹‹‹‹‹‹‹‹‹‹‹‹‹‹‹‹‹‹‹‹‹‹‹‹‹‹‹‹‹‹‹‹‹‹‹‹‹‹‹‹‹‹‹‹‹‹‹‹‹‹‹‹‹‹‹‹‹‹‹‹‹‹‹‹‹‹‹‹‹‹‹‹‹‹‹‹‹‹‹‹‹‹‹‹‹‹‹‹‹‹‹‹‹‹‹‹‹‹‹‹‹‹‹‹‹‹‹‹‹‹‹‹‹‹‹‹ [157, 98, 582, 108]
aligned-base: T [579, 1413, 587, 1427]
gene-label[interactable]: FYN [128, 512, 152, 526]
strand-label[interactable]: ---> [133, 50, 152, 64]
phylop-track-title: 100 vertebrates Basewise Conservation by PhyloP [418, 1303, 688, 1317]
dbsnp-label[interactable]: Common dbSNP(155) [33, 1163, 152, 1177]
aligned-base: = [662, 1473, 670, 1487]
aligned-base: = [704, 1488, 712, 1502]
gene-label[interactable]: FYN [128, 176, 152, 190]
omim-label[interactable]: OMIM Genes [80, 1133, 152, 1147]
sequence-base: A [829, 50, 838, 64]
strand-arrows: ‹‹‹‹‹‹‹‹‹‹‹‹‹‹‹‹‹‹‹‹‹‹‹‹‹‹‹‹‹‹‹‹‹‹‹‹‹‹‹‹‹‹‹‹‹‹‹‹‹‹‹‹‹‹‹‹‹‹‹‹‹‹‹‹‹‹‹‹‹‹‹‹‹‹‹‹‹‹‹‹‹‹‹‹‹‹‹‹‹‹‹‹‹‹‹‹‹‹‹‹‹‹‹‹‹‹‹‹‹‹‹‹‹‹‹‹‹‹‹‹‹‹‹‹‹‹‹‹‹‹‹‹‹‹‹‹‹‹‹‹‹‹‹‹‹‹‹‹‹‹‹‹‹‹‹‹‹‹‹‹‹‹‹‹‹‹‹‹‹‹ [157, 610, 582, 620]
phylop-score-mark[interactable] [692, 1342, 724, 1343]
gene-label[interactable]: FYN [128, 368, 152, 382]
aligned-base: = [746, 1473, 754, 1487]
aligned-base: G [870, 1413, 880, 1427]
gene-label[interactable]: FYN [128, 928, 152, 942]
aligned-base: C [912, 1458, 921, 1472]
phylop-score-mark[interactable] [275, 1339, 307, 1342]
insertion-marker [479, 1459, 480, 1472]
repeatmasker-track-title: Repeating Elements by RepeatMasker [450, 1519, 656, 1533]
strand-arrows: ‹‹‹‹‹‹‹‹‹‹‹‹‹‹‹‹‹‹‹‹‹‹‹‹‹‹‹‹‹‹‹‹‹‹‹‹‹‹‹‹‹‹‹‹‹‹‹‹‹‹‹‹‹‹‹‹‹‹‹‹‹‹‹‹‹‹‹‹‹‹‹‹‹‹‹‹‹‹‹‹‹‹‹‹‹‹‹‹‹‹‹‹‹‹‹‹‹‹‹‹‹‹‹‹‹‹‹‹‹‹‹‹‹‹‹‹‹‹‹‹‹‹‹‹‹‹‹‹‹‹‹‹‹‹‹‹‹‹‹‹‹‹‹‹‹‹‹‹‹‹‹‹‹‹‹‹‹‹‹‹‹‹‹‹‹‹‹‹‹‹ [157, 834, 582, 844]
strand-arrows: ‹‹‹‹‹‹‹‹‹‹‹‹‹‹‹‹‹‹‹‹‹‹‹‹‹‹‹‹‹‹‹‹‹‹‹‹‹‹‹‹‹‹‹‹‹‹‹‹‹‹‹‹‹‹‹‹‹‹‹‹‹‹‹‹‹‹‹‹‹‹‹‹‹‹‹‹‹‹‹‹‹‹‹‹‹‹‹‹‹‹‹‹‹‹‹‹‹‹‹‹‹‹‹‹‹‹‹‹‹‹‹‹‹‹‹‹‹‹‹‹‹‹‹‹‹‹‹‹‹‹‹‹‹‹‹‹‹‹‹‹‹‹‹‹‹‹‹‹‹‹‹‹‹‹‹‹‹‹‹‹‹‹‹‹‹‹‹‹‹‹ [157, 354, 582, 364]
aligned-base: G [620, 1428, 630, 1442]
aligned-base: - [247, 1503, 252, 1517]
aligned-base: A [537, 1413, 546, 1427]
aligned-base: C [620, 1458, 630, 1472]
aligned-base: T [370, 1458, 379, 1472]
aligned-base: G [703, 1398, 713, 1412]
gene-label[interactable]: FYN [128, 384, 152, 398]
publications-label[interactable]: Sequences [91, 1086, 152, 1100]
sequence-base: T [579, 50, 587, 64]
aligned-base: = [496, 1473, 504, 1487]
aligned-base: G [411, 1443, 421, 1457]
sequence-base: A [412, 50, 421, 64]
gene-label[interactable]: FYN [128, 720, 152, 734]
aligned-base: A [704, 1443, 713, 1457]
aligned-base: = [412, 1488, 420, 1502]
gene-label[interactable]: FYN [128, 288, 152, 302]
aligned-base: C [370, 1443, 379, 1457]
sequence-base: A [745, 50, 754, 64]
phylop-score-mark[interactable] [484, 1340, 516, 1342]
aligned-base: = [871, 1473, 879, 1487]
strand-arrows: ›››››››››››››››››››››››››››››››››››››››››››››››››››››››››››››››››››››››››››››››››››››››››››››››››››››››››››››››››››››››››››››››››››››››››››››››››››››››››››››››››››››››››› [157, 82, 582, 92]
gene-label[interactable]: FYN [128, 912, 152, 926]
sequence-base: G [870, 50, 880, 64]
